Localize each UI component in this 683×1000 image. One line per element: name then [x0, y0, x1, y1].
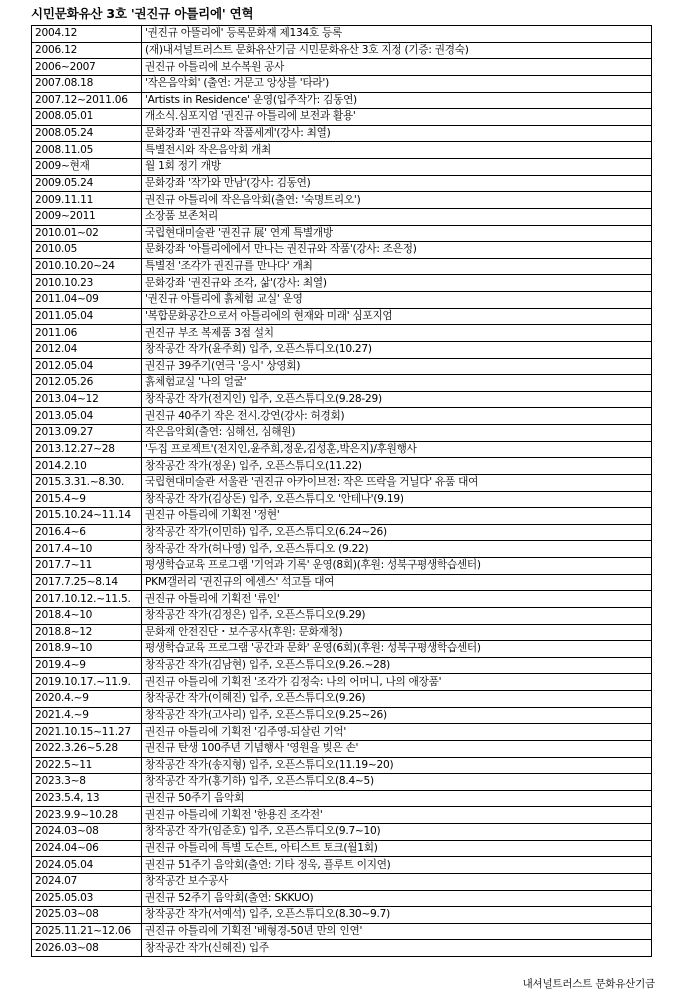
history-date-cell: 2019.10.17.~11.9. [32, 674, 142, 691]
history-row [32, 824, 652, 841]
history-event-cell: 창작공간 작가(임준호) 입주, 오픈스튜디오(9.7~10) [142, 824, 652, 841]
history-date-cell: 2018.8~12 [32, 624, 142, 641]
history-row [32, 275, 652, 292]
history-event-cell: 특별전시와 작은음악회 개최 [142, 142, 652, 159]
history-event-cell: 평생학습교육 프로그램 '공간과 문화' 운영(6회)(후원: 성북구평생학습센터) [142, 641, 652, 658]
history-date-cell: 2011.05.04 [32, 308, 142, 325]
history-date-cell: 2009~2011 [32, 208, 142, 225]
history-row [32, 358, 652, 375]
history-row [32, 607, 652, 624]
history-event-cell: 창작공간 작가(정운) 입주, 오픈스튜디오(11.22) [142, 458, 652, 475]
history-row [32, 508, 652, 525]
history-row [32, 75, 652, 92]
history-date-cell: 2017.10.12.~11.5. [32, 591, 142, 608]
history-event-cell: 권진규 50주기 음악회 [142, 790, 652, 807]
history-row [32, 192, 652, 209]
history-event-cell: 권진규 52주기 음악회(출연: SKKUO) [142, 890, 652, 907]
history-event-cell: 권진규 39주기(연극 '응시' 상영회) [142, 358, 652, 375]
history-row [32, 175, 652, 192]
history-row [32, 325, 652, 342]
history-date-cell: 2021.10.15~11.27 [32, 724, 142, 741]
history-event-cell: 문화강좌 '아틀리에에서 만나는 권진규와 작품'(강사: 조은정) [142, 242, 652, 259]
history-date-cell: 2024.07 [32, 873, 142, 890]
history-date-cell: 2007.12~2011.06 [32, 92, 142, 109]
history-event-cell: 창작공간 작가(김남현) 입주, 오픈스튜디오(9.26.~28) [142, 657, 652, 674]
history-event-cell: 권진규 탄생 100주년 기념행사 '영원을 빚은 손' [142, 740, 652, 757]
history-row [32, 890, 652, 907]
history-event-cell: 권진규 아틀리에 기획전 '정현' [142, 508, 652, 525]
history-event-cell: 월 1회 정기 개방 [142, 159, 652, 176]
history-date-cell: 2023.5.4, 13 [32, 790, 142, 807]
history-date-cell: 2008.05.01 [32, 109, 142, 126]
history-date-cell: 2025.11.21~12.06 [32, 923, 142, 940]
history-row [32, 92, 652, 109]
history-date-cell: 2012.05.04 [32, 358, 142, 375]
history-row [32, 591, 652, 608]
history-row [32, 757, 652, 774]
history-event-cell: 창작공간 작가(홍기하) 입주, 오픈스튜디오(8.4~5) [142, 774, 652, 791]
history-date-cell: 2015.10.24~11.14 [32, 508, 142, 525]
history-event-cell: 권진규 아틀리에 특별 도슨트, 아티스트 토크(월1회) [142, 840, 652, 857]
history-event-cell: 창작공간 작가(고사리) 입주, 오픈스튜디오(9.25~26) [142, 707, 652, 724]
history-event-cell: 문화강좌 '권진규와 작품세계'(강사: 최열) [142, 125, 652, 142]
history-date-cell: 2025.05.03 [32, 890, 142, 907]
history-event-cell: 창작공간 작가(김정은) 입주, 오픈스튜디오(9.29) [142, 607, 652, 624]
history-event-cell: 창작공간 작가(이혜진) 입주, 오픈스튜디오(9.26) [142, 691, 652, 708]
history-date-cell: 2017.4~10 [32, 541, 142, 558]
history-date-cell: 2014.2.10 [32, 458, 142, 475]
history-date-cell: 2010.10.20~24 [32, 258, 142, 275]
history-event-cell: 특별전 '조각가 권진규를 만나다' 개최 [142, 258, 652, 275]
history-event-cell: '작은음악회' (출연: 거문고 앙상블 '타라') [142, 75, 652, 92]
history-row [32, 691, 652, 708]
history-row [32, 242, 652, 259]
history-row [32, 558, 652, 575]
history-date-cell: 2008.11.05 [32, 142, 142, 159]
history-row [32, 225, 652, 242]
history-table [31, 25, 652, 957]
history-date-cell: 2006~2007 [32, 59, 142, 76]
history-event-cell: 권진규 아틀리에 기획전 '류인' [142, 591, 652, 608]
history-event-cell: 창작공간 작가(허나영) 입주, 오픈스튜디오 (9.22) [142, 541, 652, 558]
history-row [32, 574, 652, 591]
history-row [32, 840, 652, 857]
history-row [32, 724, 652, 741]
history-date-cell: 2015.3.31.~8.30. [32, 474, 142, 491]
document-title: 시민문화유산 3호 '권진규 아틀리에' 연혁 [31, 6, 254, 21]
history-row [32, 657, 652, 674]
history-row [32, 142, 652, 159]
history-row [32, 308, 652, 325]
history-date-cell: 2025.03~08 [32, 907, 142, 924]
history-event-cell: 창작공간 작가(윤주희) 입주, 오픈스튜디오(10.27) [142, 341, 652, 358]
history-event-cell: 권진규 40주기 작은 전시.강연(강사: 허경회) [142, 408, 652, 425]
history-row [32, 541, 652, 558]
history-row [32, 873, 652, 890]
history-event-cell: (재)내셔널트러스트 문화유산기금 시민문화유산 3호 지정 (기증: 권경숙) [142, 42, 652, 59]
history-row [32, 391, 652, 408]
history-date-cell: 2010.10.23 [32, 275, 142, 292]
history-date-cell: 2015.4~9 [32, 491, 142, 508]
history-row [32, 125, 652, 142]
history-event-cell: 권진규 아틀리에 기획전 '조각가 김정숙: 나의 어머니, 나의 애장품' [142, 674, 652, 691]
history-row [32, 790, 652, 807]
history-row [32, 208, 652, 225]
history-event-cell: 문화강좌 '권진규와 조각, 삶'(강사: 최열) [142, 275, 652, 292]
history-row [32, 641, 652, 658]
history-event-cell: 국립현대미술관 '권진규 展' 연계 특별개방 [142, 225, 652, 242]
history-date-cell: 2011.04~09 [32, 292, 142, 309]
history-event-cell: 국립현대미술관 서울관 '권진규 아카이브전: 작은 뜨락을 거닐다' 유품 대여 [142, 474, 652, 491]
history-event-cell: 권진규 아틀리에 작은음악회(출연: '숙명트리오') [142, 192, 652, 209]
history-date-cell: 2017.7.25~8.14 [32, 574, 142, 591]
history-event-cell: 권진규 아틀리에 기획전 '배형경-50년 만의 인연' [142, 923, 652, 940]
history-event-cell: '권진규 아틀리에 흙체험 교실' 운영 [142, 292, 652, 309]
history-date-cell: 2024.03~08 [32, 824, 142, 841]
history-date-cell: 2024.05.04 [32, 857, 142, 874]
history-row [32, 425, 652, 442]
history-date-cell: 2024.04~06 [32, 840, 142, 857]
history-date-cell: 2007.08.18 [32, 75, 142, 92]
history-event-cell: '권진규 아뜰리에' 등록문화재 제134호 등록 [142, 26, 652, 43]
history-event-cell: '복합문화공간으로서 아틀리에의 현재와 미래' 심포지엄 [142, 308, 652, 325]
history-date-cell: 2012.04 [32, 341, 142, 358]
history-date-cell: 2010.01~02 [32, 225, 142, 242]
history-event-cell: 권진규 아틀리에 보수복원 공사 [142, 59, 652, 76]
history-event-cell: 문화재 안전진단・보수공사(후원: 문화재청) [142, 624, 652, 641]
footer-organization: 내셔널트러스트 문화유산기금 [522, 978, 655, 990]
history-date-cell: 2020.4.~9 [32, 691, 142, 708]
history-date-cell: 2009~현재 [32, 159, 142, 176]
history-row [32, 857, 652, 874]
history-row [32, 491, 652, 508]
history-row [32, 458, 652, 475]
history-date-cell: 2013.04~12 [32, 391, 142, 408]
history-date-cell: 2009.11.11 [32, 192, 142, 209]
history-date-cell: 2010.05 [32, 242, 142, 259]
history-event-cell: 창작공간 작가(송지형) 입주, 오픈스튜디오(11.19~20) [142, 757, 652, 774]
history-row [32, 375, 652, 392]
history-row [32, 26, 652, 43]
history-event-cell: 창작공간 작가(서예석) 입주, 오픈스튜디오(8.30~9.7) [142, 907, 652, 924]
history-row [32, 940, 652, 957]
history-date-cell: 2006.12 [32, 42, 142, 59]
history-event-cell: 흙체험교실 '나의 얼굴' [142, 375, 652, 392]
history-event-cell: 소장품 보존처리 [142, 208, 652, 225]
history-date-cell: 2023.3~8 [32, 774, 142, 791]
history-row [32, 907, 652, 924]
history-event-cell: 개소식.심포지엄 '권진규 아틀리에 보전과 활용' [142, 109, 652, 126]
history-row [32, 441, 652, 458]
history-date-cell: 2009.05.24 [32, 175, 142, 192]
history-date-cell: 2013.09.27 [32, 425, 142, 442]
history-row [32, 42, 652, 59]
history-event-cell: 권진규 아틀리에 기획전 '김주영-되살린 기억' [142, 724, 652, 741]
history-date-cell: 2022.3.26~5.28 [32, 740, 142, 757]
history-event-cell: '두집 프로젝트'(전지인,윤주희,정운,김성훈,박은지)/후원행사 [142, 441, 652, 458]
history-event-cell: 창작공간 작가(신혜진) 입주 [142, 940, 652, 957]
history-row [32, 624, 652, 641]
history-event-cell: 창작공간 보수공사 [142, 873, 652, 890]
history-date-cell: 2018.4~10 [32, 607, 142, 624]
history-date-cell: 2004.12 [32, 26, 142, 43]
history-event-cell: 평생학습교육 프로그램 '기억과 기록' 운영(8회)(후원: 성북구평생학습센터) [142, 558, 652, 575]
history-event-cell: 문화강좌 '작가와 만남'(강사: 김동연) [142, 175, 652, 192]
history-event-cell: 창작공간 작가(김상돈) 입주, 오픈스튜디오 '안테나'(9.19) [142, 491, 652, 508]
history-row [32, 159, 652, 176]
history-event-cell: 작은음악회(출연: 심해선, 심해원) [142, 425, 652, 442]
history-row [32, 674, 652, 691]
history-date-cell: 2017.7~11 [32, 558, 142, 575]
history-table-body [32, 26, 652, 957]
history-date-cell: 2011.06 [32, 325, 142, 342]
history-date-cell: 2022.5~11 [32, 757, 142, 774]
history-row [32, 774, 652, 791]
history-date-cell: 2019.4~9 [32, 657, 142, 674]
history-row [32, 341, 652, 358]
history-row [32, 292, 652, 309]
history-row [32, 524, 652, 541]
history-row [32, 707, 652, 724]
history-event-cell: 권진규 부조 복제품 3점 설치 [142, 325, 652, 342]
history-date-cell: 2026.03~08 [32, 940, 142, 957]
history-event-cell: 권진규 아틀리에 기획전 '한용진 조각전' [142, 807, 652, 824]
history-date-cell: 2023.9.9~10.28 [32, 807, 142, 824]
history-date-cell: 2013.05.04 [32, 408, 142, 425]
history-row [32, 923, 652, 940]
history-event-cell: 'Artists in Residence' 운영(입주작가: 김동연) [142, 92, 652, 109]
history-date-cell: 2016.4~6 [32, 524, 142, 541]
history-row [32, 258, 652, 275]
history-row [32, 109, 652, 126]
history-event-cell: 창작공간 작가(전지인) 입주, 오픈스튜디오(9.28-29) [142, 391, 652, 408]
history-event-cell: 창작공간 작가(이민하) 입주, 오픈스튜디오(6.24~26) [142, 524, 652, 541]
history-date-cell: 2008.05.24 [32, 125, 142, 142]
history-row [32, 408, 652, 425]
history-row [32, 59, 652, 76]
history-row [32, 474, 652, 491]
history-date-cell: 2021.4.~9 [32, 707, 142, 724]
history-date-cell: 2012.05.26 [32, 375, 142, 392]
history-row [32, 807, 652, 824]
history-event-cell: PKM갤러리 '권진규의 에센스' 석고틀 대여 [142, 574, 652, 591]
history-date-cell: 2013.12.27~28 [32, 441, 142, 458]
history-row [32, 740, 652, 757]
history-event-cell: 권진규 51주기 음악회(출연: 기타 정욱, 플루트 이지연) [142, 857, 652, 874]
history-date-cell: 2018.9~10 [32, 641, 142, 658]
